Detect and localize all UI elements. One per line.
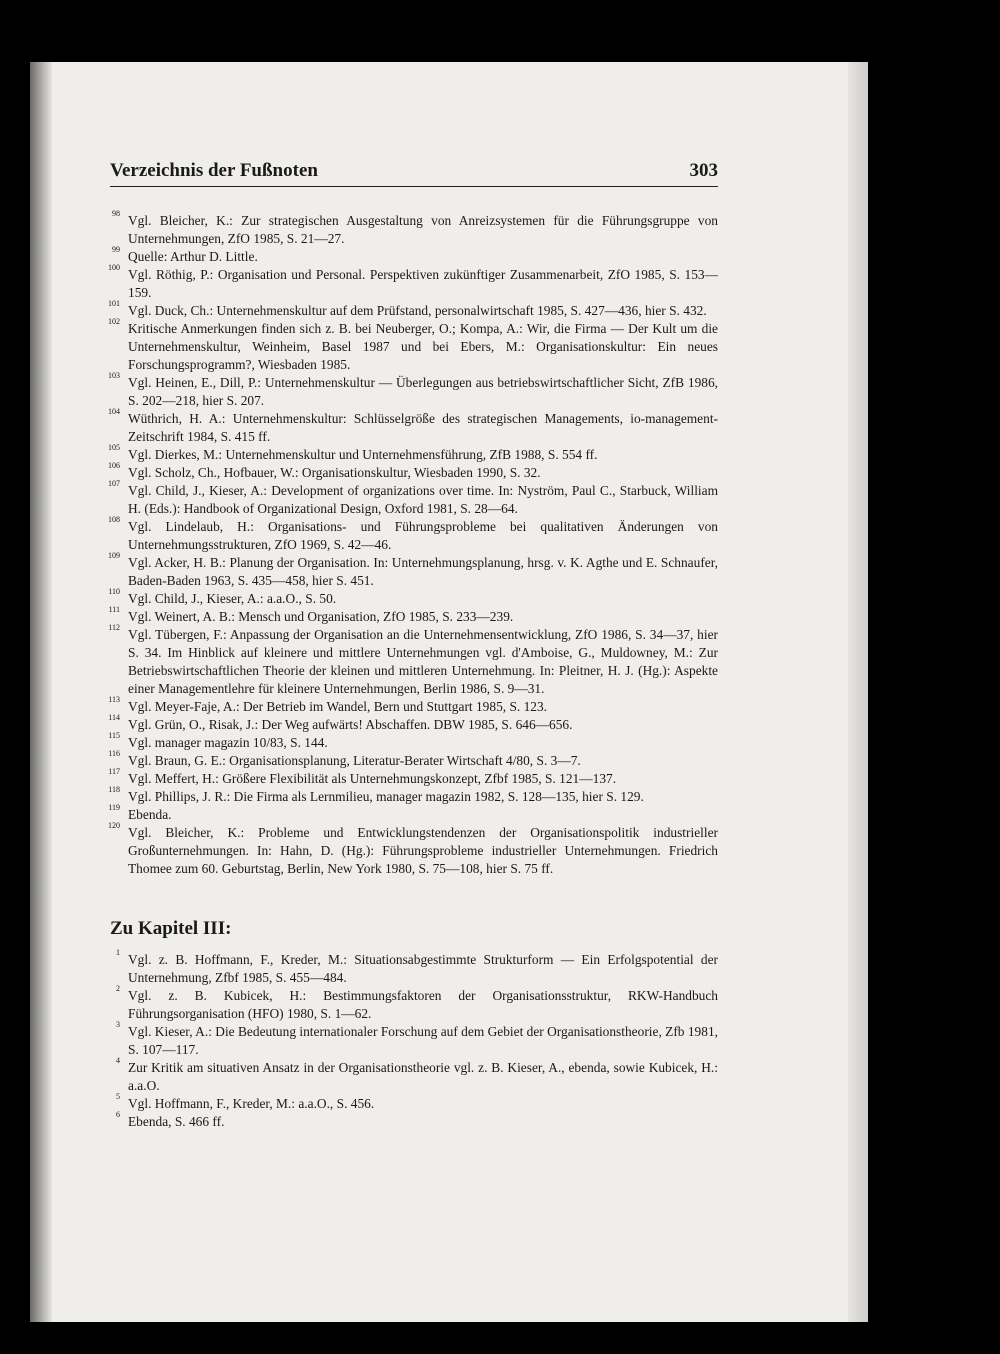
footnote-text: Ebenda, S. 466 ff. — [128, 1114, 225, 1129]
footnote-number: 105 — [108, 443, 120, 452]
footnote — [108, 587, 718, 608]
footnote-number: 99 — [112, 245, 120, 254]
footnote — [108, 605, 718, 626]
footnote-list-chapter-ii — [108, 209, 718, 878]
footnote-number: 98 — [112, 209, 120, 218]
footnote-text: Quelle: Arthur D. Little. — [128, 249, 258, 264]
footnote-number: 110 — [108, 587, 120, 596]
footnote-number: 112 — [108, 623, 120, 632]
footnote — [108, 479, 718, 518]
footnote-number: 117 — [108, 767, 120, 776]
footnote-number: 115 — [108, 731, 120, 740]
footnote-text: Vgl. Scholz, Ch., Hofbauer, W.: Organisationskultur, Wiesbaden 1990, S. 32. — [128, 465, 541, 480]
footnote — [108, 695, 718, 716]
footnote-text: Wüthrich, H. A.: Unternehmenskultur: Schlüsselgröße des strategischen Managements, io-management-Zeitschrift 1984, S. 415 ff. — [128, 411, 718, 444]
footnote-number: 3 — [116, 1020, 120, 1029]
footnote — [108, 371, 718, 410]
footnote-text: Vgl. Bleicher, K.: Probleme und Entwicklungstendenzen der Organisationspolitik industrieller Großunternehmungen. In: Hahn, D. (Hg.): Führungsprobleme industrieller Unternehmungen. Friedrich Thomee zum 60. Geburtstag, Berlin, New York 1980, S. 75—108, hier S. 75 ff. — [128, 825, 718, 876]
footnote-number: 109 — [108, 551, 120, 560]
footnote-number: 113 — [108, 695, 120, 704]
section-heading: Zu Kapitel III: — [110, 918, 232, 939]
footnote-text: Vgl. z. B. Hoffmann, F., Kreder, M.: Situationsabgestimmte Strukturform — Ein Erfolgspotential der Unternehmung, Zfbf 1985, S. 455—484. — [128, 952, 718, 985]
footnote-text: Vgl. Bleicher, K.: Zur strategischen Ausgestaltung von Anreizsystemen für die Führungsgruppe von Unternehmungen, ZfO 1985, S. 21—27. — [128, 213, 718, 246]
footnote — [108, 461, 718, 482]
footnote — [108, 749, 718, 770]
footnote-text: Vgl. Meyer-Faje, A.: Der Betrieb im Wandel, Bern und Stuttgart 1985, S. 123. — [128, 699, 548, 714]
footnote-text: Vgl. Kieser, A.: Die Bedeutung internationaler Forschung auf dem Gebiet der Organisationstheorie, Zfb 1981, S. 107—117. — [128, 1024, 718, 1057]
footnote — [108, 767, 718, 788]
footnote — [108, 785, 718, 806]
footnote — [110, 948, 718, 987]
footnote-text: Vgl. z. B. Kubicek, H.: Bestimmungsfaktoren der Organisationsstruktur, RKW-Handbuch Führungsorganisation (HFO) 1980, S. 1—62. — [128, 988, 718, 1021]
footnote-text: Vgl. Weinert, A. B.: Mensch und Organisation, ZfO 1985, S. 233—239. — [128, 609, 514, 624]
footnote-number: 6 — [116, 1110, 120, 1119]
footnote-number: 104 — [108, 407, 120, 416]
footnote — [108, 263, 718, 302]
footnote-number: 4 — [116, 1056, 120, 1065]
footnote — [110, 1092, 718, 1113]
footnote-number: 114 — [108, 713, 120, 722]
footnote — [110, 1056, 718, 1095]
footnote-text: Vgl. Tübergen, F.: Anpassung der Organisation an die Unternehmensentwicklung, ZfO 1986, S. 34—37, hier S. 34. Im Hinblick auf kleinere und mittlere Unternehmungen vgl. d'Amboise, G., Muldowney, M.: Zur Betriebswirtschaftlichen Theorie der kleinen und mittleren Unternehmung. In: Pleitner, H. J. (Hg.): Aspekte einer Managementlehre für kleinere Unternehmungen, Berlin 1986, S. 9—31. — [128, 627, 718, 696]
footnote-text: Vgl. Grün, O., Risak, J.: Der Weg aufwärts! Abschaffen. DBW 1985, S. 646—656. — [128, 717, 573, 732]
footnote-number: 100 — [108, 263, 120, 272]
footnote — [110, 984, 718, 1023]
footnote-number: 107 — [108, 479, 120, 488]
footnote-text: Vgl. Heinen, E., Dill, P.: Unternehmenskultur — Überlegungen aus betriebswirtschaftlicher Sicht, ZfB 1986, S. 202—218, hier S. 207. — [128, 375, 718, 408]
footnote-text: Vgl. Braun, G. E.: Organisationsplanung, Literatur-Berater Wirtschaft 4/80, S. 3—7. — [128, 753, 581, 768]
footnote-number: 108 — [108, 515, 120, 524]
page-edge — [848, 62, 868, 1322]
footnote — [110, 1110, 718, 1131]
footnote-number: 5 — [116, 1092, 120, 1101]
page-spine-shadow — [30, 62, 52, 1322]
footnote-number: 119 — [108, 803, 120, 812]
footnote-text: Zur Kritik am situativen Ansatz in der Organisationstheorie vgl. z. B. Kieser, A., ebenda, sowie Kubicek, H.: a.a.O. — [128, 1060, 718, 1093]
footnote-text: Vgl. Child, J., Kieser, A.: Development of organizations over time. In: Nyström, Paul C., Starbuck, William H. (Eds.): Handbook of Organizational Design, Oxford 1981, S. 28—64. — [128, 483, 718, 516]
footnote — [108, 623, 718, 698]
footnote — [110, 1020, 718, 1059]
footnote-number: 111 — [108, 605, 120, 614]
footnote-text: Vgl. Dierkes, M.: Unternehmenskultur und Unternehmensführung, ZfB 1988, S. 554 ff. — [128, 447, 598, 462]
header-title: Verzeichnis der Fußnoten — [110, 160, 318, 181]
footnote — [108, 551, 718, 590]
footnote-text: Vgl. Meffert, H.: Größere Flexibilität als Unternehmungskonzept, Zfbf 1985, S. 121—137. — [128, 771, 617, 786]
footnote — [108, 515, 718, 554]
footnote — [108, 443, 718, 464]
footnote-text: Kritische Anmerkungen finden sich z. B. bei Neuberger, O.; Kompa, A.: Wir, die Firma — Der Kult um die Unternehmenskultur, Weinheim, Basel 1987 und bei Ebers, M.: Organisationskultur: Ein neues Forschungsprogramm?, Wiesbaden 1985. — [128, 321, 718, 372]
running-header — [110, 158, 718, 187]
footnote — [108, 731, 718, 752]
footnote — [108, 713, 718, 734]
footnote-text: Ebenda. — [128, 807, 172, 822]
footnote-number: 102 — [108, 317, 120, 326]
footnote — [108, 821, 718, 878]
footnote — [110, 209, 718, 248]
footnote-number: 116 — [108, 749, 120, 758]
footnote-number: 103 — [108, 371, 120, 380]
footnote-text: Vgl. Child, J., Kieser, A.: a.a.O., S. 50. — [128, 591, 337, 606]
footnote-number: 106 — [108, 461, 120, 470]
footnote-text: Vgl. manager magazin 10/83, S. 144. — [128, 735, 328, 750]
footnote — [108, 407, 718, 446]
footnote-text: Vgl. Hoffmann, F., Kreder, M.: a.a.O., S. 456. — [128, 1096, 375, 1111]
footnote-text: Vgl. Lindelaub, H.: Organisations- und Führungsprobleme bei qualitativen Änderungen von Unternehmungsstrukturen, ZfO 1969, S. 42—46. — [128, 519, 718, 552]
footnote-number: 118 — [108, 785, 120, 794]
footnote-list-chapter-iii — [110, 948, 718, 1131]
footnote-text: Vgl. Duck, Ch.: Unternehmenskultur auf dem Prüfstand, personalwirtschaft 1985, S. 427—436, hier S. 432. — [128, 303, 707, 318]
footnote-number: 1 — [116, 948, 120, 957]
footnote — [108, 803, 718, 824]
footnote — [108, 299, 718, 320]
footnote-number: 101 — [108, 299, 120, 308]
footnote — [108, 317, 718, 374]
page-number: 303 — [689, 160, 718, 181]
footnote-text: Vgl. Phillips, J. R.: Die Firma als Lernmilieu, manager magazin 1982, S. 128—135, hier S. 129. — [128, 789, 644, 804]
footnote-number: 2 — [116, 984, 120, 993]
footnote-text: Vgl. Röthig, P.: Organisation und Personal. Perspektiven zukünftiger Zusammenarbeit, ZfO 1985, S. 153—159. — [128, 267, 718, 300]
footnote-text: Vgl. Acker, H. B.: Planung der Organisation. In: Unternehmungsplanung, hrsg. v. K. Agthe und E. Schnaufer, Baden-Baden 1963, S. 435—458, hier S. 451. — [128, 555, 718, 588]
footnote-number: 120 — [108, 821, 120, 830]
footnote — [110, 245, 718, 266]
